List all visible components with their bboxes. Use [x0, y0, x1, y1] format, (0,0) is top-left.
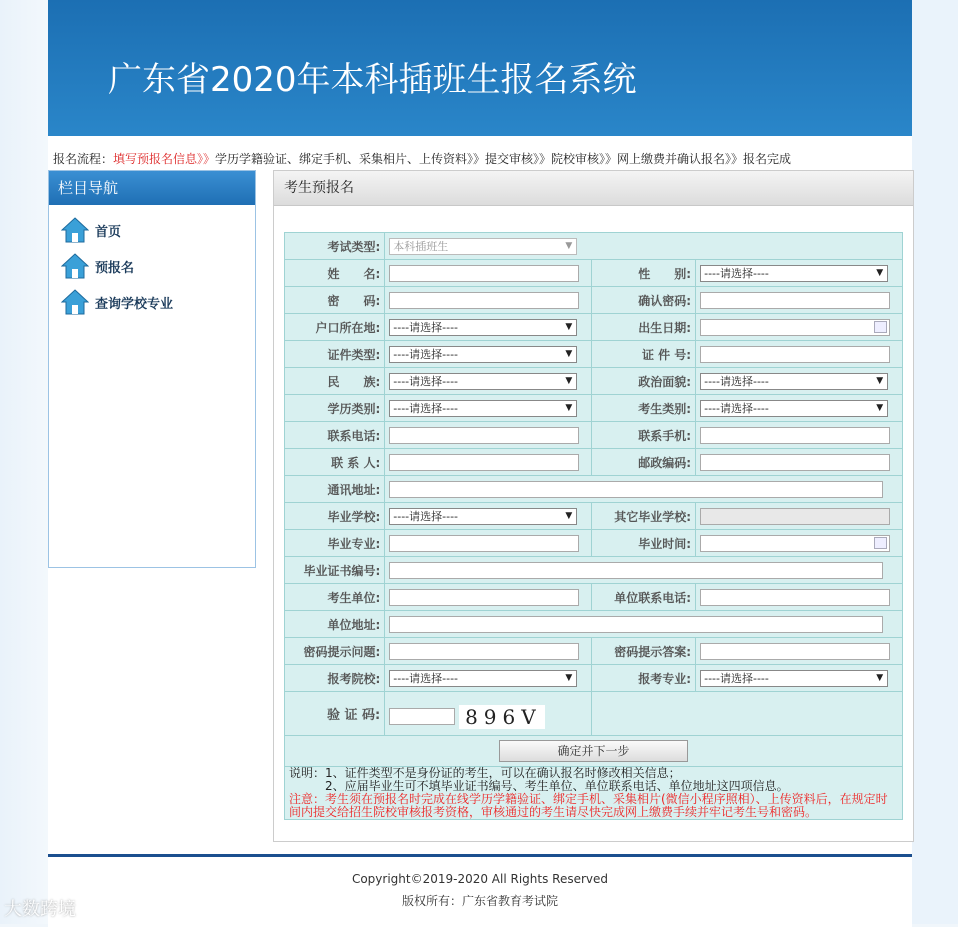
label-exam-type: 考试类型:: [285, 233, 385, 260]
flow-rest-steps: 学历学籍验证、绑定手机、采集相片、上传资料》》提交审核》》院校审核》》网上缴费并确认报名》》报名完成: [215, 152, 792, 166]
note-line-2: 2、应届毕业生可不填毕业证书编号、考生单位、单位联系电话、单位地址这四项信息。: [325, 779, 789, 793]
politics-select[interactable]: ----请选择---- ▼: [700, 373, 888, 390]
apply-school-select[interactable]: ----请选择---- ▼: [389, 670, 577, 687]
instructions: [285, 767, 903, 820]
home-icon: [61, 216, 89, 244]
label-cert-no: 毕业证书编号:: [285, 557, 385, 584]
grad-major-input[interactable]: [389, 535, 579, 552]
phone-input[interactable]: [389, 427, 579, 444]
label-name: 姓 名:: [285, 260, 385, 287]
sidebar-item-label: 查询学校专业: [95, 296, 174, 312]
chevron-down-icon: ▼: [565, 348, 573, 359]
label-grad-school: 毕业学校:: [285, 503, 385, 530]
password-confirm-input[interactable]: [700, 292, 890, 309]
chevron-down-icon: ▼: [565, 321, 573, 332]
chevron-down-icon: ▼: [876, 672, 884, 683]
home-icon: [61, 288, 89, 316]
address-input[interactable]: [389, 481, 883, 498]
chevron-down-icon: ▼: [565, 375, 573, 386]
employer-input[interactable]: [389, 589, 579, 606]
label-pwd-answer: 密码提示答案:: [592, 638, 696, 665]
employer-phone-input[interactable]: [700, 589, 890, 606]
sidebar-item-home[interactable]: [61, 215, 121, 245]
grad-school-select[interactable]: ----请选择---- ▼: [389, 508, 577, 525]
chevron-down-icon: ▼: [565, 402, 573, 413]
watermark-text: 大数跨境: [4, 899, 76, 920]
label-hukou: 户口所在地:: [285, 314, 385, 341]
chevron-down-icon: ▼: [565, 240, 573, 251]
label-address: 通讯地址:: [285, 476, 385, 503]
other-school-input[interactable]: [700, 508, 890, 525]
panel-title: 考生预报名: [274, 171, 913, 206]
label-password: 密 码:: [285, 287, 385, 314]
password-question-input[interactable]: [389, 643, 579, 660]
education-select[interactable]: ----请选择---- ▼: [389, 400, 577, 417]
employer-address-input[interactable]: [389, 616, 883, 633]
chevron-down-icon: ▼: [565, 672, 573, 683]
grad-time-input[interactable]: [700, 535, 890, 552]
label-pwd-question: 密码提示问题:: [285, 638, 385, 665]
header-banner: [48, 0, 912, 136]
label-apply-school: 报考院校:: [285, 665, 385, 692]
watermark: [4, 895, 76, 921]
label-employer-phone: 单位联系电话:: [592, 584, 696, 611]
label-id-type: 证件类型:: [285, 341, 385, 368]
contact-input[interactable]: [389, 454, 579, 471]
registration-flow: [53, 150, 791, 167]
label-captcha: 验 证 码:: [285, 692, 385, 736]
cert-number-input[interactable]: [389, 562, 883, 579]
home-icon: [61, 252, 89, 280]
copyright-text: Copyright©2019-2020 All Rights Reserved: [351, 872, 609, 886]
label-employer: 考生单位:: [285, 584, 385, 611]
label-other-school: 其它毕业学校:: [592, 503, 696, 530]
label-password-confirm: 确认密码:: [592, 287, 696, 314]
id-type-select[interactable]: ----请选择---- ▼: [389, 346, 577, 363]
label-politics: 政治面貌:: [592, 368, 696, 395]
registration-form: [284, 232, 903, 820]
label-apply-major: 报考专业:: [592, 665, 696, 692]
flow-prefix: 报名流程：: [53, 152, 114, 166]
label-id-no: 证 件 号:: [592, 341, 696, 368]
name-input[interactable]: [389, 265, 579, 282]
candidate-type-select[interactable]: ----请选择---- ▼: [700, 400, 888, 417]
label-grad-time: 毕业时间:: [592, 530, 696, 557]
main-panel: [273, 170, 914, 842]
gender-select[interactable]: ----请选择---- ▼: [700, 265, 888, 282]
password-answer-input[interactable]: [700, 643, 890, 660]
submit-next-button[interactable]: 确定并下一步: [499, 740, 688, 762]
flow-current-step: 填写预报名信息》》: [113, 152, 216, 166]
site-title: 广东省2020年本科插班生报名系统: [108, 60, 637, 100]
label-nation: 民 族:: [285, 368, 385, 395]
label-gender: 性 别:: [592, 260, 696, 287]
apply-major-select[interactable]: ----请选择---- ▼: [700, 670, 888, 687]
sidebar-item-label: 首页: [95, 224, 122, 240]
warning-note: 注意：考生须在预报名时完成在线学历学籍验证、绑定手机、采集相片(微信小程序照相）、上传资料后，在规定时间内提交给招生院校审核报考资格，审核通过的考生请尽快完成网上缴费手续并牢记考生号和密码。: [289, 792, 888, 819]
label-employer-address: 单位地址:: [285, 611, 385, 638]
exam-type-select[interactable]: 本科插班生 ▼: [389, 238, 577, 255]
chevron-down-icon: ▼: [565, 510, 573, 521]
id-number-input[interactable]: [700, 346, 890, 363]
sidebar-item-query-majors[interactable]: [61, 287, 173, 317]
chevron-down-icon: ▼: [876, 267, 884, 278]
label-phone: 联系电话:: [285, 422, 385, 449]
sidebar-item-preregister[interactable]: [61, 251, 134, 281]
note-line-1: 说明：1、证件类型不是身份证的考生，可以在确认报名时修改相关信息；: [289, 766, 681, 780]
label-postcode: 邮政编码:: [592, 449, 696, 476]
label-education: 学历类别:: [285, 395, 385, 422]
sidebar: [48, 170, 256, 568]
sidebar-item-label: 预报名: [95, 260, 135, 276]
footer: [48, 854, 912, 927]
label-contact: 联 系 人:: [285, 449, 385, 476]
label-grad-major: 毕业专业:: [285, 530, 385, 557]
nation-select[interactable]: ----请选择---- ▼: [389, 373, 577, 390]
label-mobile: 联系手机:: [592, 422, 696, 449]
owner-text: 版权所有：广东省教育考试院: [401, 894, 558, 908]
sidebar-title: 栏目导航: [49, 171, 255, 205]
captcha-input[interactable]: [389, 708, 455, 725]
hukou-select[interactable]: ----请选择---- ▼: [389, 319, 577, 336]
captcha-image[interactable]: 896V: [459, 705, 545, 729]
password-input[interactable]: [389, 292, 579, 309]
postcode-input[interactable]: [700, 454, 890, 471]
chevron-down-icon: ▼: [876, 402, 884, 413]
calendar-icon[interactable]: [874, 537, 887, 549]
label-birthday: 出生日期:: [592, 314, 696, 341]
calendar-icon[interactable]: [874, 321, 887, 333]
label-candidate-type: 考生类别:: [592, 395, 696, 422]
mobile-input[interactable]: [700, 427, 890, 444]
birthday-input[interactable]: [700, 319, 890, 336]
chevron-down-icon: ▼: [876, 375, 884, 386]
